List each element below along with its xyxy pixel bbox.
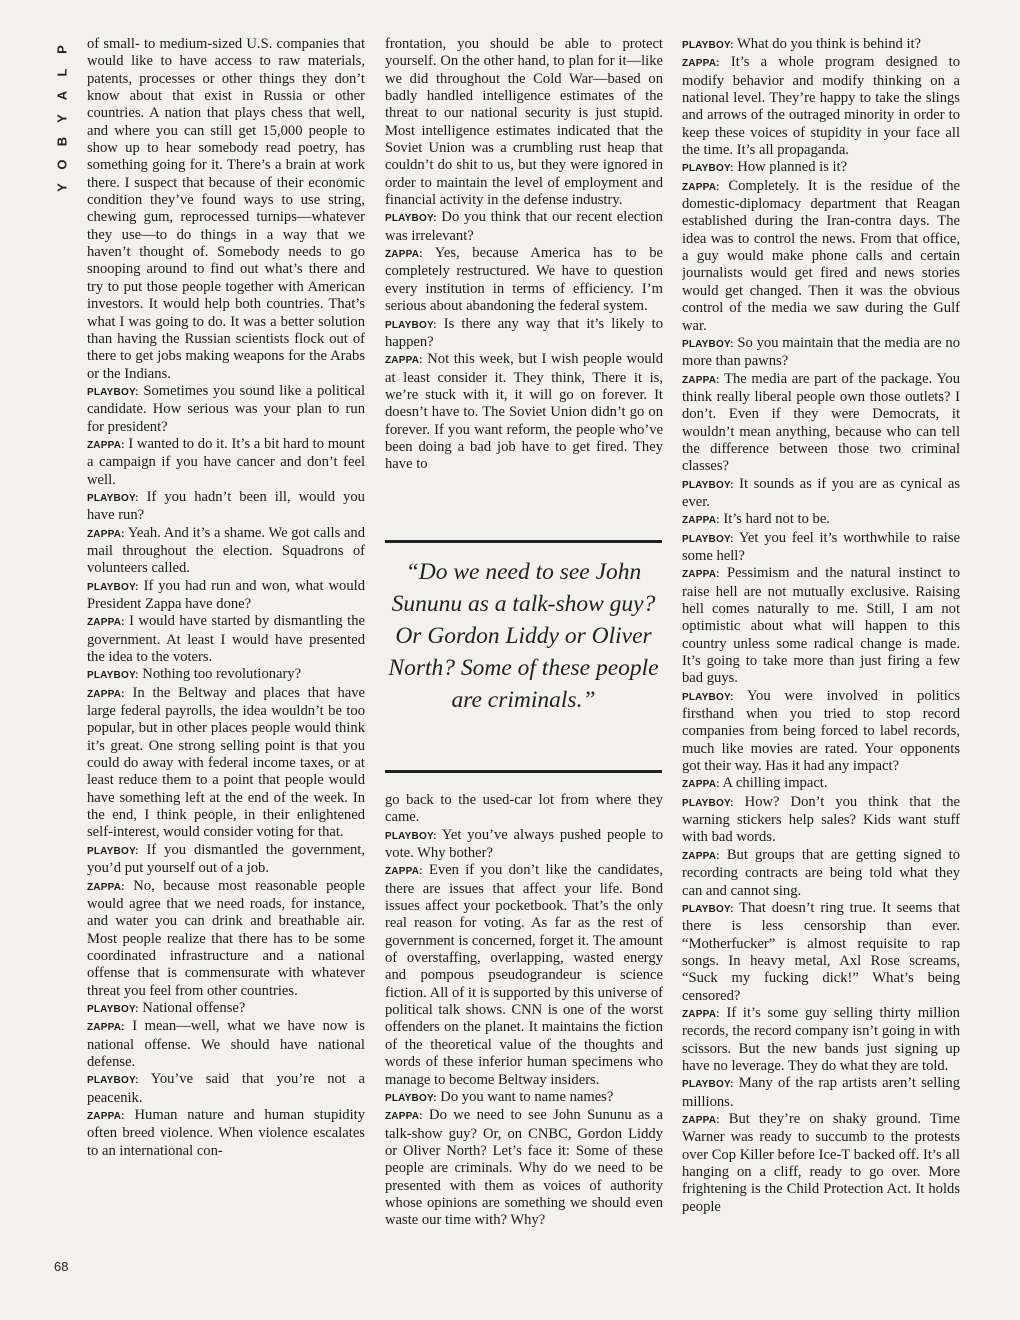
paragraph-text: I mean—well, what we have now is national offense. We should have national defense. xyxy=(87,1018,365,1070)
interview-paragraph xyxy=(682,178,960,335)
interview-paragraph xyxy=(682,688,960,776)
paragraph-text: That doesn’t ring true. It seems that there is less censorship than ever. “Motherfucker” is almost requisite to rap songs. In heavy metal, Axl Rose screams, “Suck my fucking dick!” What’s being censored? xyxy=(682,899,960,1004)
speaker-label: PLAYBOY: xyxy=(682,338,734,350)
speaker-label: ZAPPA: xyxy=(87,617,125,629)
speaker-label: ZAPPA: xyxy=(682,779,720,791)
paragraph-text: How planned is it? xyxy=(737,159,848,176)
interview-paragraph xyxy=(385,36,663,209)
paragraph-text: Human nature and human stupidity often breed violence. When violence escalates to an international con- xyxy=(87,1106,365,1159)
interview-paragraph xyxy=(682,1075,960,1111)
interview-paragraph xyxy=(87,436,365,489)
speaker-label: ZAPPA: xyxy=(87,1022,125,1034)
interview-paragraph xyxy=(87,666,365,684)
paragraph-text: No, because most reasonable people would agree that we need roads, for instance, and water you can drink and breathable air. Most people realize that there has to be some coordinated infrastructure and a national offense that is commensurate with whatever threat you feel from other countries. xyxy=(87,877,365,999)
speaker-label: ZAPPA: xyxy=(385,1111,423,1123)
paragraph-text: What do you think is behind it? xyxy=(737,36,922,52)
speaker-label: PLAYBOY: xyxy=(87,492,139,504)
interview-paragraph xyxy=(385,792,663,827)
paragraph-text: You’ve said that you’re not a peacenik. xyxy=(87,1071,365,1106)
paragraph-text: The media are part of the package. You think really liberal people own those outlets? I don’t. Even if they were Democrats, it wouldn’t mean anything, because who can tell the difference between those two criminal classes? xyxy=(682,370,960,475)
speaker-label: PLAYBOY: xyxy=(385,213,437,225)
speaker-label: ZAPPA: xyxy=(682,569,720,581)
interview-paragraph xyxy=(385,827,663,863)
interview-paragraph xyxy=(682,36,960,54)
speaker-label: PLAYBOY: xyxy=(682,1079,734,1091)
paragraph-text: go back to the used-car lot from where they came. xyxy=(385,792,663,826)
speaker-label: ZAPPA: xyxy=(87,688,125,700)
speaker-label: ZAPPA: xyxy=(682,374,720,386)
paragraph-text: I would have started by dismantling the government. At least I would have presented the idea to the voters. xyxy=(87,613,365,666)
paragraph-text: Do we need to see John Sununu as a talk-show guy? Or, on CNBC, Gordon Liddy or Oliver North? Let’s face it: Some of these people are criminals. Why do we need to be presented with them as voices of authority whose opinions are something we should even waste our time with? Why? xyxy=(385,1107,663,1229)
paragraph-text: If you dismantled the government, you’d put yourself out of a job. xyxy=(87,841,365,877)
speaker-label: ZAPPA: xyxy=(682,1008,720,1020)
interview-paragraph xyxy=(385,245,663,315)
speaker-label: ZAPPA: xyxy=(87,528,125,540)
interview-paragraph xyxy=(682,54,960,159)
interview-paragraph xyxy=(682,847,960,900)
pull-quote-rule-top xyxy=(385,540,662,543)
magazine-name-vertical: P L A Y B O Y xyxy=(54,45,70,192)
interview-paragraph xyxy=(87,1000,365,1018)
paragraph-text: If it’s some guy selling thirty million records, the record company isn’t going in with scissors. But the new bands just signing up have no leverage. They do what they are told. xyxy=(682,1004,960,1074)
interview-paragraph xyxy=(682,476,960,512)
paragraph-text: In the Beltway and places that have large federal payrolls, the idea wouldn’t be too popular, but in other places people would think it’s great. One strong selling point is that you could do away with federal income taxes, or at least reduce them to a point that people would have something left at the end of the week. In the end, I think people, in their enlightened self-interest, would consider voting for that. xyxy=(87,684,365,841)
interview-paragraph xyxy=(87,1071,365,1107)
interview-paragraph xyxy=(87,685,365,842)
interview-paragraph xyxy=(682,775,960,793)
speaker-label: PLAYBOY: xyxy=(682,40,734,51)
speaker-label: ZAPPA: xyxy=(682,1114,720,1126)
interview-paragraph xyxy=(682,335,960,371)
speaker-label: PLAYBOY: xyxy=(682,797,734,809)
interview-paragraph xyxy=(385,351,663,473)
interview-paragraph xyxy=(682,1005,960,1075)
paragraph-text: Yeah. And it’s a shame. We got calls and mail throughout the election. Squadrons of volunteers called. xyxy=(87,524,365,577)
interview-paragraph xyxy=(385,1089,663,1107)
paragraph-text: Not this week, but I wish people would at least consider it. They think, There it is, we’re stuck with it, it will go on forever. It doesn’t have to. The Soviet Union didn’t go on forever. If you want reform, the people who’ve been doing a bad job have to get fired. They have to xyxy=(385,351,663,473)
paragraph-text: Sometimes you sound like a political candidate. How serious was your plan to run for president? xyxy=(87,382,365,435)
paragraph-text: Even if you don’t like the candidates, there are issues that affect your life. Bond issues affect your pocketbook. That’s the only real reason for voting. As far as the rest of government is concerned, forget it. The amount of overstaffing, overlapping, wasted energy and pompous pseudograndeur is science fiction. All of it is supported by this universe of political talk shows. CNN is one of the worst offenders on the planet. It maintains the fiction of the theoretical value of the thoughts and words of these inferior human specimens who manage to become Beltway insiders. xyxy=(385,862,663,1088)
speaker-label: PLAYBOY: xyxy=(87,845,139,857)
interview-paragraph xyxy=(682,530,960,566)
speaker-label: PLAYBOY: xyxy=(87,581,139,593)
interview-paragraph xyxy=(682,159,960,177)
interview-paragraph xyxy=(682,794,960,847)
speaker-label: ZAPPA: xyxy=(385,355,423,367)
speaker-label: PLAYBOY: xyxy=(87,1075,139,1087)
paragraph-text: National offense? xyxy=(142,999,246,1016)
speaker-label: PLAYBOY: xyxy=(682,533,734,545)
interview-paragraph xyxy=(385,862,663,1088)
paragraph-text: Do you think that our recent election was irrelevant? xyxy=(385,209,663,244)
column-2-top xyxy=(385,36,663,520)
column-1 xyxy=(87,36,365,1281)
speaker-label: PLAYBOY: xyxy=(87,670,139,682)
speaker-label: PLAYBOY: xyxy=(682,903,734,915)
paragraph-text: It’s a whole program designed to modify behavior and modify thinking on a national level. They’re happy to take the slings and arrows of the outraged minority in order to keep these voices of stupidity in your face all the time. It’s all propaganda. xyxy=(682,54,960,159)
paragraph-text: But groups that are getting signed to recording contracts are being told what they can and cannot sing. xyxy=(682,846,960,899)
paragraph-text: Nothing too revolutionary? xyxy=(142,666,302,683)
paragraph-text: I wanted to do it. It’s a bit hard to mount a campaign if you have cancer and don’t feel well. xyxy=(87,435,365,488)
speaker-label: ZAPPA: xyxy=(682,58,720,70)
interview-paragraph xyxy=(385,209,663,245)
speaker-label: ZAPPA: xyxy=(682,181,720,193)
paragraph-text: Is there any way that it’s likely to happen? xyxy=(385,315,663,350)
interview-paragraph xyxy=(682,565,960,687)
interview-paragraph xyxy=(87,1018,365,1071)
pull-quote-rule-bottom xyxy=(385,770,662,773)
paragraph-text: Yet you’ve always pushed people to vote. Why bother? xyxy=(385,826,663,862)
interview-paragraph xyxy=(87,878,365,1000)
paragraph-text: It sounds as if you are as cynical as ever. xyxy=(682,475,960,510)
paragraph-text: Yet you feel it’s worthwhile to raise some hell? xyxy=(682,529,960,564)
paragraph-text: Many of the rap artists aren’t selling millions. xyxy=(682,1075,960,1110)
speaker-label: ZAPPA: xyxy=(682,515,720,527)
speaker-label: PLAYBOY: xyxy=(385,830,437,842)
speaker-label: PLAYBOY: xyxy=(385,319,437,331)
paragraph-text: Yes, because America has to be completely restructured. We have to question every institution in terms of efficiency. I’m serious about abandoning the federal system. xyxy=(385,245,663,315)
speaker-label: PLAYBOY: xyxy=(682,163,734,175)
speaker-label: PLAYBOY: xyxy=(385,1092,437,1104)
page-number: 68 xyxy=(54,1259,69,1274)
interview-paragraph xyxy=(682,371,960,476)
paragraph-text: If you hadn’t been ill, would you have run? xyxy=(87,488,365,524)
interview-paragraph xyxy=(682,1111,960,1216)
speaker-label: ZAPPA: xyxy=(87,439,125,451)
speaker-label: ZAPPA: xyxy=(87,881,125,893)
paragraph-text: You were involved in politics firsthand when you tried to stop record companies from being forced to label records, much like movies are rated. Your opponents got their way. Has it had any impact? xyxy=(682,687,960,775)
speaker-label: ZAPPA: xyxy=(682,850,720,862)
paragraph-text: It’s hard not to be. xyxy=(723,511,830,528)
speaker-label: ZAPPA: xyxy=(385,866,423,878)
interview-paragraph xyxy=(87,383,365,436)
paragraph-text: Pessimism and the natural instinct to raise hell are not mutually exclusive. Raising hell comes naturally to me. Still, I am not optimistic about what will happen to this country unless some radical change is made. It’s going to take more than just firing a few bad guys. xyxy=(682,565,960,687)
paragraph-text: But they’re on shaky ground. Time Warner was ready to succumb to the protests over Cop Killer before Ice-T backed off. It’s all hanging on a cliff, ready to go over. More frightening is the Child Protection Act. It holds people xyxy=(682,1110,960,1215)
paragraph-text: If you had run and won, what would President Zappa have done? xyxy=(87,577,365,612)
interview-paragraph xyxy=(87,842,365,878)
paragraph-text: How? Don’t you think that the warning stickers help sales? Kids want stuff with bad words. xyxy=(682,793,960,846)
paragraph-text: of small- to medium-sized U.S. companies that would like to have access to raw materials, patents, processes or other things they don’t know about that exist in Russia or other countries. A nation that plays chess that well, and where you can still get 15,000 people to show up to hear somebody read poetry, has something going for it. There’s a brain at work there. I suspect that because of their economic condition they’ve found ways to use string, chewing gum, reprocessed turnips—whatever they use—to do things in a way that we haven’t thought of. Somebody needs to go snooping around to find out what’s there and try to put those people together with American investors. It would help both countries. That’s what I was going to do. It was a better solution than having the Russian scientists flock out of there to get jobs making weapons for the Arabs or the Indians. xyxy=(87,36,365,382)
paragraph-text: Do you want to name names? xyxy=(440,1088,614,1105)
interview-paragraph xyxy=(87,36,365,383)
interview-paragraph xyxy=(682,511,960,529)
speaker-label: ZAPPA: xyxy=(87,1110,125,1122)
column-3 xyxy=(682,36,960,1281)
speaker-label: ZAPPA: xyxy=(385,249,423,261)
paragraph-text: Completely. It is the residue of the domestic-diplomacy department that Reagan established during the Iran-contra days. The idea was to control the news. From that office, a guy would make phone calls and certain journalists would get fired and news stories would get changed. Then it was the obvious control of the media we saw during the Gulf war. xyxy=(682,177,960,334)
interview-paragraph xyxy=(87,613,365,666)
paragraph-text: So you maintain that the media are no more than pawns? xyxy=(682,334,960,370)
speaker-label: PLAYBOY: xyxy=(87,1003,139,1015)
interview-paragraph xyxy=(87,525,365,578)
paragraph-text: A chilling impact. xyxy=(722,775,828,792)
interview-paragraph xyxy=(385,316,663,352)
speaker-label: PLAYBOY: xyxy=(682,479,734,491)
speaker-label: PLAYBOY: xyxy=(682,691,734,703)
interview-paragraph xyxy=(682,900,960,1005)
interview-paragraph xyxy=(87,1107,365,1160)
interview-paragraph xyxy=(87,489,365,525)
interview-paragraph xyxy=(87,578,365,614)
column-2-bottom xyxy=(385,792,663,1282)
paragraph-text: frontation, you should be able to protect yourself. On the other hand, to plan for it—like we did throughout the Cold War—based on badly handled intelligence estimates of the threat to our national security is just stupid. Most intelligence estimates indicated that the Soviet Union was a crumbling rust heap that couldn’t do shit to us, but they were ignored in order to maintain the level of employment and financial activity in the defense industry. xyxy=(385,36,663,209)
pull-quote: “Do we need to see John Sununu as a talk-show guy? Or Gordon Liddy or Oliver North? Some of these people are criminals.” xyxy=(388,559,659,713)
interview-paragraph xyxy=(385,1107,663,1229)
speaker-label: PLAYBOY: xyxy=(87,386,139,398)
